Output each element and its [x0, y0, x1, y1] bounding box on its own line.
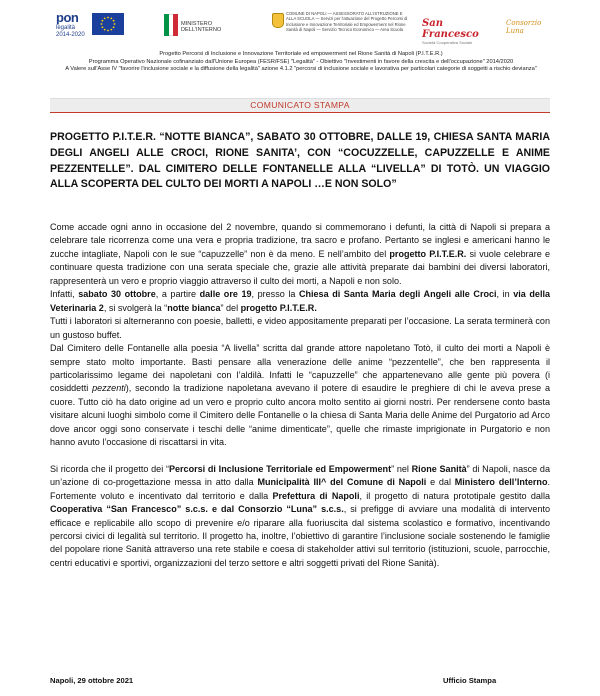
luna-logo-text: Consorzio Luna [506, 19, 542, 35]
text-run: , in [496, 289, 514, 300]
text-run: e dal [426, 477, 455, 488]
italic-run: pezzenti [92, 383, 126, 394]
body-paragraph [50, 463, 550, 571]
text-run: Infatti, [50, 289, 79, 300]
text-run: , si svolgerà la “ [103, 302, 168, 313]
bold-run: Chiesa di Santa Maria degli Angeli alle Croci [298, 289, 497, 300]
text-run: si vuole celebrare e continuare questa tradizione con una serata speciale che, grazie alle attività preparate dai bambini dei diversi laboratori, rappresenterà un vero e proprio viaggio attraverso il culto dei morti, a Napoli e non solo. [50, 248, 550, 286]
bold-run: progetto P.I.T.E.R. [240, 302, 317, 313]
text-run: ” nel [391, 463, 412, 474]
text-run: , presso la [251, 289, 299, 300]
project-info-line: Progetto Percorsi di Inclusione e Innovazione Territoriale ed empowerment nel Rione Sanità di Napoli (P.I.T.E.R.) [159, 51, 443, 57]
san-francesco-name: San Francesco [422, 18, 479, 40]
text-run: . Fortemente voluto e incentivato dal territorio e dalla [50, 477, 551, 501]
text-run: Si ricorda che il progetto dei “ [50, 463, 169, 474]
text-run: , a partire [155, 289, 200, 300]
body-paragraph [50, 221, 550, 288]
italian-flag-icon [164, 14, 178, 36]
place-date: Napoli, 29 ottobre 2021 [50, 676, 134, 685]
bold-run: notte bianca [167, 302, 221, 313]
press-office: Ufficio Stampa [443, 676, 497, 685]
logo-strip [56, 10, 556, 50]
pon-logo-mark: pon [56, 10, 79, 25]
san-francesco-logo [422, 18, 494, 45]
consorzio-luna-logo [506, 19, 556, 39]
text-run: ” del [220, 302, 241, 313]
text-run: Dal Cimitero delle Fontanelle alla poesia “A livella” scritta dal grande attore napoletano Totò, il culto dei morti a Napoli è sempre stato molto importante. Basti pensare alla venerazione delle anime “pezzentelle”, che ben rappresenta il particolarissimo legame dei napoletani con l’aldilà. Infatti le “capuzzelle” che appartenevano alle gente più povera (i cosiddetti [50, 343, 550, 394]
body-paragraph [50, 342, 550, 450]
bold-run: Ministero dell’Interno [454, 477, 548, 488]
bold-run: dalle ore 19 [199, 289, 252, 300]
bold-run: Cooperativa “San Francesco” s.c.s. e dal Consorzio “Luna” s.c.s. [50, 504, 344, 515]
bold-run: via della Veterinaria 2 [50, 289, 551, 313]
text-run: ” di Napoli, nasce da un’azione di co-progettazione messa in atto dalla [50, 463, 550, 488]
text-run: , il progetto di natura prototipale gestito dalla [359, 490, 550, 501]
comune-napoli-text: COMUNE DI NAPOLI — ASSESSORATO ALL'ISTRUZIONE E ALLA SCUOLA — Servizi per l'attuazione del Progetto Percorsi di Inclusione e Innovazione Territoriale ed Empowerment nel Rione Sanità di Napoli — Servizio Tecnico Economico — Area Scuola [286, 11, 408, 32]
pon-legalita-logo [56, 10, 90, 48]
text-run: ), secondo la tradizione napoletana avevano il potere di esaudire le preghiere di chi le aveva prese a cuore. Tutto ciò ha dato origine ad un vero e proprio culto ancora molto sentito ai giorni nostri. Per rendersene conto basta visitare alcuni luoghi simbolo come il Cimitero delle Fontanelle o la chiesa di Santa Maria delle Anime del Purgatorio ad Arco dove ancor oggi sono conservate i teschi delle “anime dimenticate”, quelle che rimaste imprigionate in Purgatorio e non hanno avuto l’occasione di riscattarsi in vita. [50, 383, 551, 448]
napoli-crest-icon [272, 13, 284, 28]
pon-logo-subtitle: legalità 2014-2020 [56, 25, 85, 38]
ministero-label: MINISTERO DELL'INTERNO [181, 21, 222, 34]
press-release-body [50, 221, 550, 570]
bold-run: Rione Sanità [411, 463, 467, 474]
project-info [36, 51, 566, 74]
bold-run: progetto P.I.T.E.R. [389, 248, 467, 259]
text-run: Come accade ogni anno in occasione del 2 novembre, quando si commemorano i defunti, la città di Napoli si prepara a celebrare tale ricorrenza come una vera e propria tradizione, tra sacro e profano. Pertanto se inglesi e americani hanno le zucche intagliate, Napoli con le sue “capuzzelle” non è da meno. E nell’ambito del [50, 222, 550, 259]
comune-napoli-logo [272, 10, 410, 48]
bold-run: Prefettura di Napoli [272, 490, 360, 501]
project-info-line: A Valere sull'Asse IV "favorire l'inclusione sociale e la diffusione della legalità" azione 4.1.2 "percorsi di inclusione sociale e lavorativa per particolari categorie di soggetti a rischio devianza" [65, 66, 537, 72]
text-run: , si prefigge di avviare una modalità di intervento efficace e replicabile allo scopo di prevenire e/o riparare alla fuoriuscita dal sistema scolastico e formativo, incentivando percorsi civici di legalità sul territorio. Il progetto ha, inoltre, l’obiettivo di garantire l’inclusione sociale sostenendo le famiglie del popolare rione Sanità attraverso una rete stabile e coesa di stakeholder attivi sul territorio (istituzioni, scuole, parrocchie, centri educativi e sportivi, organizzazioni del terzo settore e altri soggetti privati del Rione Sanità). [50, 504, 550, 568]
san-francesco-subtitle: Società Cooperativa Sociale [422, 40, 473, 45]
body-paragraph: Tutti i laboratori si alterneranno con poesie, balletti, e video appositamente preparati per l’occasione. La serata terminerà con un gustoso buffet. [50, 316, 550, 340]
press-release-footer [50, 675, 550, 687]
body-paragraph [50, 288, 550, 315]
project-info-line: Programma Operativo Nazionale cofinanziato dall'Unione Europea (FESR/FSE) "Legalità" - Obiettivo "Investimenti in favore della crescita e dell'occupazione" 2014/2020 [88, 58, 514, 65]
bold-run: Municipalità III^ del Comune di Napoli [257, 477, 427, 488]
press-release-title: PROGETTO P.I.T.E.R. “NOTTE BIANCA”, SABATO 30 OTTOBRE, DALLE 19, CHIESA SANTA MARIA DEGLI ANGELI ALLE CROCI, RIONE SANITA’, CON “COCUZZELLE, CAPUZZELLE E ANIME PEZZENTELLE”. DAL CIMITERO DELLE FONTANELLE ALLA “LIVELLA” DI TOTÒ. UN VIAGGIO ALLA SCOPERTA DEL CULTO DEI MORTI A NAPOLI …E NON SOLO” [50, 131, 550, 191]
bold-run: Percorsi di Inclusione Territoriale ed Empowerment [168, 463, 392, 474]
bold-run: sabato 30 ottobre [78, 289, 156, 300]
ministero-interno-logo [164, 12, 222, 42]
eu-flag-icon [92, 13, 124, 35]
press-release-banner: COMUNICATO STAMPA [50, 98, 550, 113]
